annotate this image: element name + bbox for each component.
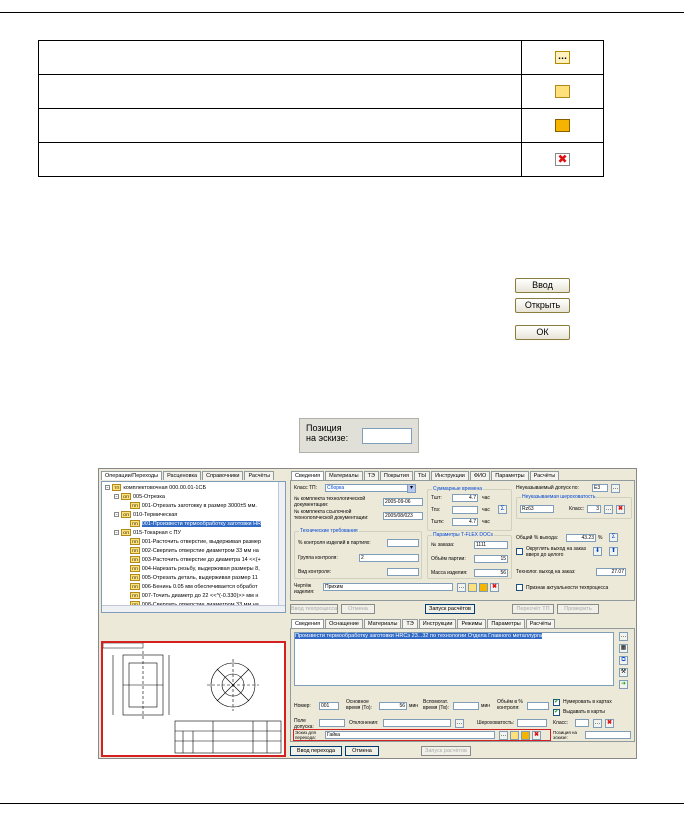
bottom-tabs: [291, 619, 555, 628]
klass2-label: Класс:: [553, 720, 568, 726]
rough-input[interactable]: Rz63: [520, 505, 554, 513]
tree-item-label: 007-Точить диаметр до 22 <<^(-0.330)>> мм н: [141, 593, 259, 599]
gruppa-label: Группа контроля:: [298, 555, 338, 561]
klass-tp-label: Класс ТП:: [294, 485, 318, 491]
node-type-icon: ОП: [123, 530, 129, 536]
node-type-icon: ОП: [123, 512, 129, 518]
tflex-title: Параметры T-FLEX DOCs: [433, 532, 493, 538]
book-icon[interactable]: [521, 731, 530, 740]
tree-item-label: 002-Сверлить отверстие диаметром 33 мм на: [141, 548, 259, 554]
tree-item[interactable]: [123, 565, 260, 573]
obem-input[interactable]: 15: [474, 555, 508, 563]
obem-kontrol-input[interactable]: [527, 702, 549, 710]
tree-item[interactable]: [123, 520, 261, 528]
unit-label: час: [482, 507, 490, 513]
expand-icon[interactable]: −: [115, 512, 118, 518]
dots-icon[interactable]: …: [605, 506, 612, 512]
tab-item[interactable]: Сведения: [291, 471, 324, 480]
priznak-label: Признак актуальности техпроцесса: [526, 585, 609, 591]
tree-item[interactable]: [114, 511, 177, 519]
tree-item-label: 001-Произвести термообработку заготовки HR: [141, 521, 262, 527]
vyd-label: Выдавать в карты: [563, 709, 605, 715]
pozicija-field-group: [299, 418, 419, 453]
tab-item[interactable]: Сведения: [291, 619, 324, 628]
unit-label: час: [482, 495, 490, 501]
expand-icon[interactable]: −: [106, 485, 109, 491]
tree-item-label: 004-Нарезать резьбу, выдерживая размеры 8,: [141, 566, 260, 572]
tech-title: Технические требования: [300, 528, 358, 534]
delete-icon[interactable]: ✖: [491, 584, 498, 590]
tree-item-label: 005-Отрезать деталь, выдерживая размер 11: [141, 575, 258, 581]
node-type-icon: ПП: [132, 575, 138, 581]
num-checkbox[interactable]: ✔: [554, 699, 560, 705]
tree-item[interactable]: [123, 592, 258, 600]
proverit-button[interactable]: Проверить: [557, 604, 599, 614]
tsht-input[interactable]: 4.7: [452, 494, 478, 502]
times-group: [427, 486, 512, 531]
massa-input[interactable]: 56: [474, 569, 508, 577]
pozicija-input[interactable]: [362, 428, 412, 444]
times-title: Суммарные времена: [433, 486, 482, 492]
priznak-checkbox[interactable]: [516, 584, 523, 591]
tab-item[interactable]: Покрытия: [380, 471, 413, 480]
dots-icon[interactable]: …: [458, 584, 465, 590]
dots-icon[interactable]: …: [620, 633, 627, 639]
vyhod-label: Общий % выхода:: [516, 535, 559, 541]
node-type-icon: ПП: [132, 548, 138, 554]
top-tabs: [291, 471, 559, 480]
sher-input[interactable]: [517, 719, 547, 727]
vvod-button[interactable]: Ввод: [515, 278, 570, 293]
top-rule: [0, 12, 684, 13]
tree-item-label: 006-Бенинь 0.05 мм обеспечивается обработ: [141, 584, 258, 590]
obem-kontrol-label: Объём в % контроля:: [497, 699, 523, 711]
tab-rascenovka[interactable]: Расценовка: [163, 471, 201, 480]
unit-label: час: [482, 519, 490, 525]
perehod-panel: [290, 628, 635, 742]
tab-item[interactable]: ТЫ: [414, 471, 430, 480]
vid-input[interactable]: [387, 568, 419, 576]
zakaz-input[interactable]: 1111: [474, 541, 508, 549]
tehnolog-input[interactable]: 27.07: [596, 568, 626, 576]
tflex-group: [427, 532, 512, 579]
node-type-icon: ОП: [123, 494, 129, 500]
eskiz-input[interactable]: Гайка: [325, 731, 495, 739]
tehnolog-label: Технолог. выход на заказ:: [516, 569, 576, 575]
node-type-icon: ПП: [132, 566, 138, 572]
vid-label: Вид контроля:: [298, 569, 331, 575]
osn-input[interactable]: 56: [379, 702, 407, 710]
nedopusk-input[interactable]: E3: [592, 484, 608, 492]
tshtk-label: Тштк:: [431, 519, 444, 525]
tree-item-label: 001-Отрезать заготовку в размер 3000±5 мм.: [141, 503, 257, 509]
sketch-drawing: [103, 643, 284, 755]
massa-label: Масса изделия:: [431, 570, 468, 576]
vyd-checkbox[interactable]: ✔: [554, 709, 560, 715]
eskiz-label: Эскиз для перехода:: [295, 730, 316, 740]
tsht-label: Тшт:: [431, 495, 442, 501]
tab-item[interactable]: Параметры: [487, 619, 524, 628]
vyhod-input[interactable]: 43.23: [566, 534, 596, 542]
tab-item[interactable]: Инструкции: [419, 619, 457, 628]
tab-item[interactable]: ТЭ: [364, 471, 379, 480]
expand-icon[interactable]: −: [115, 530, 118, 536]
tab-item[interactable]: Расчёты: [530, 471, 560, 480]
table-icon[interactable]: ▦: [620, 645, 627, 651]
node-type-icon: ПП: [132, 539, 138, 545]
table-row: [39, 109, 604, 143]
book-icon[interactable]: [555, 119, 570, 132]
tshtk-input[interactable]: 4.7: [452, 518, 478, 526]
tree-item[interactable]: [123, 547, 259, 555]
tab-item[interactable]: Оснащение: [325, 619, 363, 628]
icon-legend-table: [38, 40, 604, 177]
arrow-down-icon[interactable]: ⬇: [594, 548, 601, 554]
node-type-icon: ПП: [132, 593, 138, 599]
vvod-tp-button[interactable]: Ввод техпроцесса: [291, 606, 338, 612]
zapusk-raschetov-button[interactable]: Запуск расчётов: [425, 604, 475, 614]
arrow-up-icon[interactable]: ⬆: [610, 548, 617, 554]
pozicija-label: Позиция на эскизе:: [306, 423, 349, 443]
otmena-tp-button[interactable]: Отмена: [341, 604, 375, 614]
node-type-icon: ПП: [132, 503, 138, 509]
dots-icon[interactable]: ...: [555, 51, 570, 64]
tree-item[interactable]: [123, 574, 258, 582]
dots-icon[interactable]: …: [594, 720, 601, 726]
tree-item-label: 015-Токарная с ПУ: [133, 530, 181, 536]
obem-label: Объём партии:: [431, 556, 466, 562]
tab-item[interactable]: Материалы: [325, 471, 362, 480]
delete-icon[interactable]: ✖: [606, 720, 613, 726]
nedopusk-label: Неуказываемый допуск по:: [516, 485, 579, 491]
tree-item-label: 010-Термическая: [133, 512, 178, 518]
sum-icon[interactable]: Σ: [498, 505, 507, 514]
chertezh-label: Чертёж изделия:: [294, 583, 315, 595]
tree-item[interactable]: [123, 538, 261, 546]
tab-item[interactable]: Материалы: [364, 619, 401, 628]
svedeniya-panel: [290, 480, 635, 601]
klass-input[interactable]: 3: [587, 505, 601, 513]
okrugl-label: Округлять выход на заказ вверх до целого: [526, 546, 586, 558]
tab-item[interactable]: Режимы: [457, 619, 486, 628]
rough-group: [516, 494, 632, 519]
tp-editor-window: [98, 468, 637, 759]
sum-icon[interactable]: Σ: [609, 533, 618, 542]
tree-vscrollbar[interactable]: [278, 482, 285, 612]
tree-item[interactable]: [114, 529, 181, 537]
delete-icon[interactable]: ✖: [533, 732, 540, 738]
node-type-icon: ПП: [132, 521, 138, 527]
klass2-input[interactable]: [575, 719, 589, 727]
pole-label: Поле допуска:: [294, 718, 314, 730]
tree-item-label: 005-Отрезка: [133, 494, 165, 500]
kontrol-label: % контроля изделий в партиях:: [298, 540, 371, 546]
rough-title: Неуказываемая шероховатость: [522, 494, 596, 500]
nomer-input[interactable]: 001: [319, 702, 339, 710]
min-label: мин: [481, 703, 490, 709]
nko-input[interactable]: 2005/08/023: [383, 512, 423, 520]
node-type-icon: ПП: [132, 557, 138, 563]
dots-icon[interactable]: …: [456, 720, 463, 726]
table-row: [39, 75, 604, 109]
operations-tree[interactable]: [101, 481, 286, 613]
gruppa-input[interactable]: 2: [359, 554, 419, 562]
copy-icon[interactable]: ⧉: [619, 656, 628, 665]
otmena-perehoda-button[interactable]: Отмена: [345, 746, 379, 756]
zakaz-label: № заказа:: [431, 542, 455, 548]
perehod-text: Произвести термообработку заготовки HRCэ 23...32 по технологии Отдела Главного металлурга: [295, 633, 542, 639]
otkryt-button[interactable]: Открыть: [515, 298, 570, 313]
folder-icon[interactable]: [510, 731, 519, 740]
sher-label: Шероховатость:: [477, 720, 515, 726]
left-tabs: [101, 471, 274, 480]
zapusk-raschetov-2-button[interactable]: Запуск расчётов: [421, 746, 471, 756]
tree-item-label: 003-Расточить отверстие до диаметра 14 <<(+: [141, 557, 261, 563]
folder-icon[interactable]: [555, 85, 570, 98]
perehod-text-area[interactable]: [294, 632, 614, 686]
tool-icon[interactable]: ⚒: [620, 669, 627, 675]
node-type-icon: ТП: [114, 485, 120, 491]
tpz-label: Тпз:: [431, 507, 441, 513]
tab-raschety[interactable]: Расчёты: [244, 471, 274, 480]
nk-input[interactable]: 2005-09-06: [383, 498, 423, 506]
klass-label: Класс:: [569, 506, 584, 512]
table-row: [39, 41, 604, 75]
delete-icon[interactable]: ✖: [555, 153, 570, 166]
ok-button[interactable]: ОК: [515, 325, 570, 340]
poz-label: Позиция на эскизе:: [553, 730, 578, 740]
tab-spravochniki[interactable]: Справочники: [202, 471, 243, 480]
book-icon[interactable]: [479, 583, 488, 592]
otkl-label: Отклонения:: [349, 720, 379, 726]
tab-item[interactable]: Расчёты: [526, 619, 556, 628]
tech-group: [294, 528, 422, 579]
tab-item[interactable]: Параметры: [491, 471, 528, 480]
pereschet-button[interactable]: Пересчёт ТП: [512, 604, 554, 614]
tree-item[interactable]: [123, 583, 257, 591]
nomer-label: Номер:: [294, 703, 311, 709]
klass-tp-select[interactable]: Сборка: [325, 484, 415, 492]
arrow-right-icon[interactable]: ➜: [620, 681, 627, 687]
okrugl-checkbox[interactable]: [516, 548, 523, 555]
tree-item-label: комплектовочная 000.00.01-1СБ: [123, 485, 207, 491]
kontrol-input[interactable]: [387, 539, 419, 547]
tab-item[interactable]: ФИО: [470, 471, 490, 480]
node-type-icon: ПП: [132, 584, 138, 590]
table-row: [39, 143, 604, 177]
osn-label: Основное время (То):: [346, 699, 372, 711]
pct-label: %: [598, 535, 603, 541]
tab-item[interactable]: ТЭ: [402, 619, 417, 628]
delete-icon[interactable]: ✖: [617, 506, 624, 512]
nko-label: № комплекта ссылочной технологической документации:: [294, 509, 369, 521]
vspom-label: Вспомогат. время (Тв):: [423, 699, 449, 711]
vvod-perehoda-button[interactable]: Ввод перехода: [290, 746, 342, 756]
sketch-preview[interactable]: [101, 641, 286, 757]
tree-item-label: 001-Расточить отверстие, выдерживая размер: [141, 539, 262, 545]
tree-hscrollbar[interactable]: [102, 605, 285, 612]
expand-icon[interactable]: −: [115, 494, 118, 500]
folder-icon[interactable]: [468, 583, 477, 592]
tpz-input[interactable]: [452, 506, 478, 514]
bottom-rule: [0, 803, 684, 804]
tree-item[interactable]: [105, 484, 206, 492]
tab-operacii[interactable]: Операции/Переходы: [101, 471, 162, 480]
chertezh-input[interactable]: Прихим: [323, 583, 453, 591]
tree-item[interactable]: [123, 502, 257, 510]
pole-input[interactable]: [319, 719, 345, 727]
dots-icon[interactable]: …: [500, 732, 507, 738]
chevron-down-icon[interactable]: ▾: [407, 484, 416, 493]
tab-item[interactable]: Инструкции: [431, 471, 469, 480]
vspom-input[interactable]: [453, 702, 479, 710]
left-spacer: [101, 615, 286, 639]
tree-item[interactable]: [114, 493, 165, 501]
otkl-input[interactable]: [383, 719, 451, 727]
nk-label: № комплекта технологической документации:: [294, 496, 366, 508]
min-label: мин: [409, 703, 418, 709]
tree-item[interactable]: [123, 556, 261, 564]
num-label: Нумеровать в картах: [563, 699, 612, 705]
poz-input[interactable]: [585, 731, 631, 739]
dots-icon[interactable]: …: [612, 485, 619, 491]
